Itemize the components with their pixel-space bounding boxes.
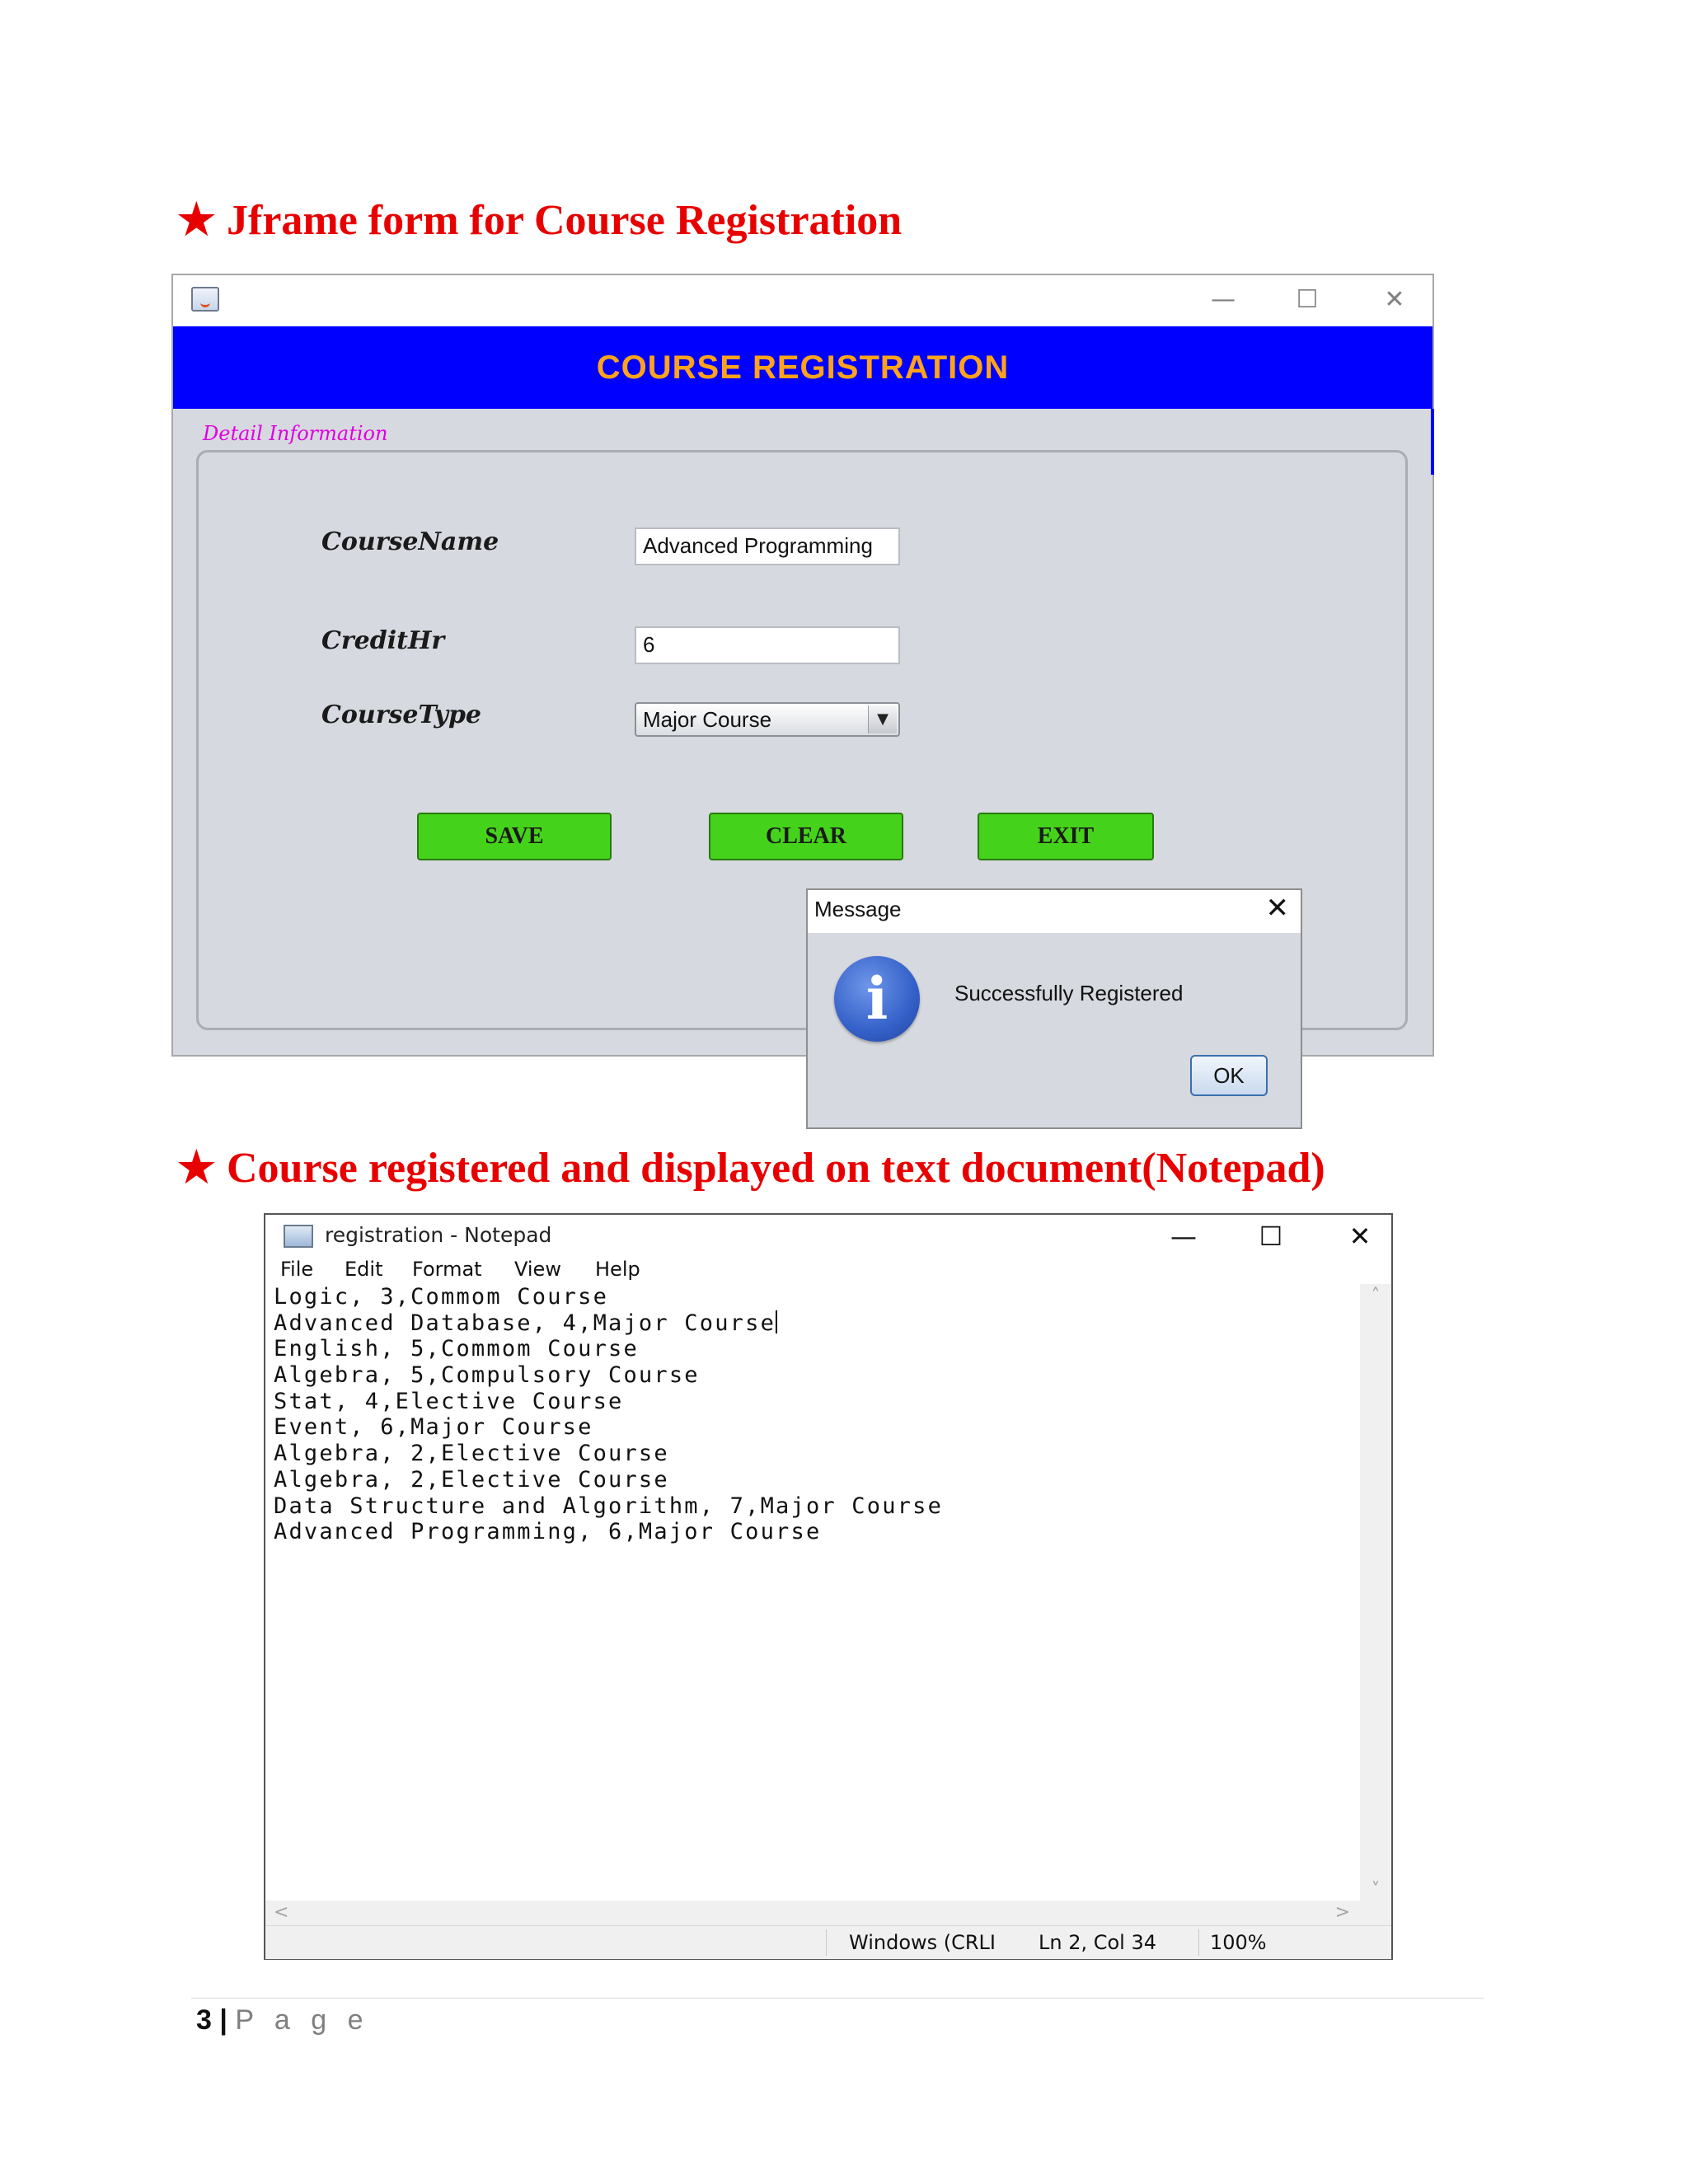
heading-text: Jframe form for Course Registration <box>227 197 903 244</box>
menu-edit[interactable]: Edit <box>345 1258 383 1281</box>
banner-edge <box>1431 409 1434 475</box>
status-separator <box>826 1929 827 1956</box>
scrollbar-corner <box>1360 1900 1391 1925</box>
exit-button[interactable]: EXIT <box>978 813 1154 860</box>
text-line-content: Advanced Database, 4,Major Course <box>274 1310 776 1336</box>
menu-file[interactable]: File <box>280 1258 314 1281</box>
maximize-button[interactable]: ☐ <box>1296 285 1319 314</box>
minimize-button[interactable]: — <box>1211 285 1236 314</box>
dropdown-arrow-icon[interactable]: ▼ <box>868 705 897 733</box>
scroll-right-icon[interactable]: > <box>1334 1902 1350 1923</box>
status-encoding: Windows (CRLI <box>849 1931 996 1954</box>
footer-rule <box>191 1998 1484 1999</box>
text-line <box>274 1310 1362 1337</box>
section-heading-jframe <box>177 196 902 246</box>
course-name-input[interactable]: Advanced Programming <box>635 527 900 565</box>
course-type-label: CourseType <box>321 701 482 729</box>
dialog-message: Successfully Registered <box>954 981 1184 1005</box>
notepad-statusbar <box>265 1925 1391 1959</box>
scroll-up-icon[interactable]: ˄ <box>1371 1286 1381 1306</box>
text-line: Advanced Programming, 6,Major Course <box>274 1519 822 1545</box>
star-bullet-icon: ★ <box>177 1145 216 1192</box>
page-label: P a g e <box>235 2004 370 2036</box>
footer-separator: | <box>219 2004 227 2036</box>
menu-help[interactable]: Help <box>595 1258 640 1281</box>
info-icon: i <box>834 956 920 1042</box>
vertical-scrollbar[interactable] <box>1360 1284 1391 1900</box>
horizontal-scrollbar[interactable] <box>265 1900 1362 1925</box>
status-zoom: 100% <box>1210 1931 1267 1954</box>
text-line: Algebra, 2,Elective Course <box>274 1441 669 1467</box>
notepad-title: registration - Notepad <box>325 1223 552 1247</box>
dialog-titlebar <box>808 890 1301 933</box>
clear-button[interactable]: CLEAR <box>709 813 903 860</box>
text-line: Data Structure and Algorithm, 7,Major Course <box>274 1493 944 1519</box>
credit-hr-input[interactable]: 6 <box>635 626 900 664</box>
dialog-title: Message <box>814 897 902 921</box>
close-button[interactable]: ✕ <box>1384 285 1405 314</box>
text-line: English, 5,Commom Course <box>274 1336 639 1362</box>
notepad-icon <box>284 1225 313 1248</box>
notepad-window <box>264 1213 1393 1960</box>
credit-hr-label: CreditHr <box>321 626 445 655</box>
menu-view[interactable]: View <box>514 1258 561 1281</box>
star-bullet-icon: ★ <box>177 197 216 244</box>
notepad-text-area[interactable] <box>274 1284 1362 1828</box>
text-line: Algebra, 5,Compulsory Course <box>274 1362 700 1389</box>
text-line: Algebra, 2,Elective Course <box>274 1466 669 1493</box>
notepad-minimize-button[interactable]: — <box>1170 1221 1197 1252</box>
window-titlebar <box>173 275 1432 327</box>
notepad-menubar <box>265 1256 1391 1284</box>
course-type-value: Major Course <box>643 707 772 732</box>
scroll-left-icon[interactable]: < <box>274 1902 289 1923</box>
notepad-maximize-button[interactable]: ☐ <box>1259 1221 1283 1252</box>
text-line: Logic, 3,Commom Course <box>274 1284 609 1310</box>
text-line: Stat, 4,Elective Course <box>274 1388 624 1414</box>
save-button[interactable]: SAVE <box>417 813 612 860</box>
heading-text: Course registered and displayed on text document(Notepad) <box>227 1145 1325 1192</box>
java-app-icon <box>191 287 219 312</box>
ok-button[interactable]: OK <box>1190 1055 1268 1096</box>
notepad-close-button[interactable]: ✕ <box>1348 1221 1372 1252</box>
scroll-down-icon[interactable]: ˅ <box>1371 1880 1381 1900</box>
text-line: Event, 6,Major Course <box>274 1414 593 1441</box>
banner-title: COURSE REGISTRATION <box>173 326 1432 409</box>
page-number: 3 <box>196 2004 212 2036</box>
text-caret <box>776 1310 777 1333</box>
status-separator <box>1198 1929 1199 1956</box>
panel-title: Detail Information <box>203 422 388 445</box>
dialog-close-button[interactable]: ✕ <box>1265 892 1289 925</box>
menu-format[interactable]: Format <box>412 1258 482 1281</box>
status-position: Ln 2, Col 34 <box>1039 1931 1157 1954</box>
page-footer <box>196 2004 369 2036</box>
section-heading-notepad <box>177 1144 1325 1193</box>
course-type-select[interactable] <box>635 702 900 737</box>
course-name-label: CourseName <box>321 527 499 556</box>
message-dialog <box>806 888 1302 1129</box>
